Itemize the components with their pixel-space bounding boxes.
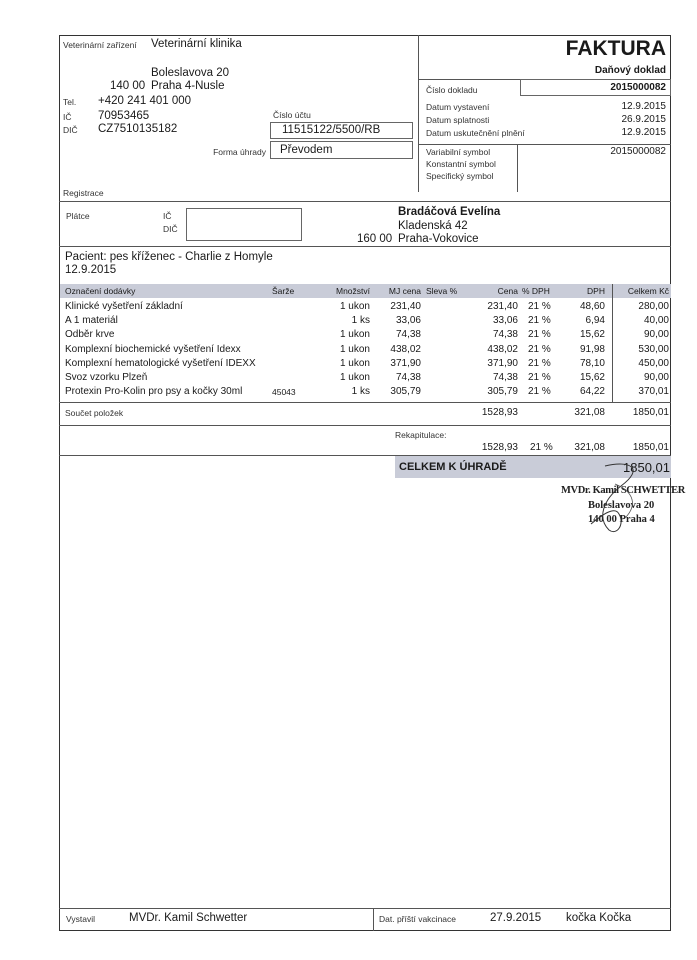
- cell-qty: 1 ukon: [339, 343, 370, 355]
- stamp-line2: Boleslavova 20: [588, 500, 655, 511]
- supplier-ic: 70953465: [98, 110, 150, 122]
- vaccination-note: kočka Kočka: [566, 912, 632, 924]
- sums-total: 1850,01: [632, 407, 669, 418]
- table-row: [60, 301, 672, 315]
- table-row: [60, 315, 672, 329]
- cell-qty: 1 ks: [351, 315, 370, 327]
- payer-street: Kladenská 42: [398, 220, 468, 232]
- table-row: [60, 329, 672, 343]
- rule-payer: [59, 246, 671, 247]
- table-header: [60, 286, 672, 300]
- recap-total: 1850,01: [632, 442, 669, 453]
- ic-label: IČ: [63, 112, 72, 122]
- ks-label: Konstantní symbol: [426, 159, 496, 169]
- cell-item: Klinické vyšetření základní: [65, 301, 183, 312]
- issued-date: 12.9.2015: [621, 101, 666, 112]
- doc-no-label: Číslo dokladu: [426, 85, 478, 95]
- vaccination-date: 27.9.2015: [490, 912, 542, 924]
- ss-label: Specifický symbol: [426, 171, 494, 181]
- stamp-line1: MVDr. Kamil SCHWETTER: [561, 485, 685, 496]
- cell-vat: 6,94: [585, 315, 605, 327]
- cell-vat-pct: 21 %: [528, 301, 551, 312]
- cell-total: 370,01: [638, 386, 669, 398]
- col-discount: Sleva %: [426, 286, 458, 296]
- tel-label: Tel.: [63, 97, 77, 107]
- cell-unit-price: 438,02: [390, 343, 421, 355]
- supplier-city: Praha 4-Nusle: [151, 80, 225, 92]
- doc-no: 2015000082: [610, 82, 666, 93]
- invoice-subtitle: Daňový doklad: [594, 65, 666, 76]
- cell-price: 371,90: [487, 357, 518, 369]
- payer-name: Bradáčová Evelína: [398, 206, 501, 218]
- due-label: Datum splatnosti: [426, 115, 490, 125]
- cell-vat-pct: 21 %: [528, 386, 551, 398]
- cell-qty: 1 ukon: [339, 372, 370, 383]
- dic-label: DIČ: [63, 125, 78, 135]
- cell-item: Komplexní hematologické vyšetření IDEXX: [65, 357, 256, 369]
- supplier-tel: +420 241 401 000: [98, 95, 192, 107]
- payer-zip: 160 00: [357, 233, 393, 245]
- cell-total: 450,00: [638, 357, 669, 369]
- cell-vat-pct: 21 %: [528, 329, 551, 341]
- cell-qty: 1 ukon: [339, 301, 370, 312]
- cell-total: 90,00: [643, 372, 669, 383]
- col-vat: DPH: [587, 286, 605, 296]
- grand-total-label: CELKEM K ÚHRADĚ: [399, 461, 507, 473]
- cell-unit-price: 371,90: [390, 357, 421, 369]
- taxable-label: Datum uskutečnění plnění: [426, 128, 525, 138]
- header-divider: [418, 35, 419, 192]
- signature-mark: [575, 458, 665, 538]
- rule-footer: [59, 908, 671, 909]
- supplier-street: Boleslavova 20: [151, 67, 229, 79]
- rule-sums: [59, 425, 671, 426]
- cell-price: 438,02: [487, 343, 518, 355]
- cell-price: 305,79: [487, 386, 518, 398]
- cell-item: Svoz vzorku Plzeň: [65, 372, 148, 383]
- col-vat-pct: % DPH: [522, 286, 550, 296]
- col-unit-price: MJ cena: [388, 286, 421, 296]
- due-date: 26.9.2015: [621, 114, 666, 125]
- vs-value: 2015000082: [610, 146, 666, 157]
- cell-total: 280,00: [638, 301, 669, 312]
- invoice-title: FAKTURA: [565, 37, 666, 60]
- cell-vat-pct: 21 %: [528, 343, 551, 355]
- cell-unit-price: 33,06: [395, 315, 421, 327]
- cell-vat-pct: 21 %: [528, 357, 551, 369]
- symbols-divider: [517, 144, 518, 192]
- col-batch: Šarže: [272, 286, 295, 296]
- grand-total-value: 1850,01: [623, 460, 670, 475]
- cell-vat: 64,22: [579, 386, 605, 398]
- recap-label: Rekapitulace:: [395, 430, 447, 440]
- patient-date: 12.9.2015: [65, 264, 117, 276]
- table-total-divider: [612, 284, 613, 402]
- cell-qty: 1 ks: [351, 386, 370, 398]
- payer-label: Plátce: [66, 211, 90, 221]
- account-label: Číslo účtu: [273, 110, 311, 120]
- supplier-label: Veterinární zařízení: [63, 40, 137, 50]
- cell-total: 90,00: [643, 329, 669, 341]
- cell-vat: 15,62: [579, 329, 605, 341]
- recap-vat-pct: 21 %: [530, 442, 553, 453]
- cell-price: 231,40: [487, 301, 518, 312]
- cell-unit-price: 74,38: [395, 329, 421, 341]
- cell-item: A 1 materiál: [65, 315, 118, 327]
- supplier-dic: CZ7510135182: [98, 123, 178, 135]
- recap-price: 1528,93: [481, 442, 518, 453]
- cell-total: 40,00: [643, 315, 669, 327]
- payment-label: Forma úhrady: [213, 147, 266, 157]
- cell-batch: 45043: [272, 387, 296, 398]
- table-row: [60, 386, 672, 400]
- table-row: [60, 344, 672, 358]
- cell-item: Komplexní biochemické vyšetření Idexx: [65, 343, 241, 355]
- recap-vat: 321,08: [574, 442, 605, 453]
- supplier-account: 11515122/5500/RB: [282, 124, 381, 136]
- payer-ic-label: IČ: [163, 211, 172, 221]
- table-row: [60, 358, 672, 372]
- supplier-payment: Převodem: [280, 144, 333, 156]
- supplier-zip: 140 00: [110, 80, 146, 92]
- payer-dic-label: DIČ: [163, 224, 178, 234]
- sums-price: 1528,93: [481, 407, 518, 418]
- cell-unit-price: 231,40: [390, 301, 421, 312]
- col-item: Označení dodávky: [65, 286, 136, 296]
- cell-vat: 48,60: [579, 301, 605, 312]
- cell-qty: 1 ukon: [339, 357, 370, 369]
- cell-item: Protexin Pro-Kolin pro psy a kočky 30ml: [65, 386, 243, 398]
- registration-label: Registrace: [63, 188, 104, 198]
- payer-city: Praha-Vokovice: [398, 233, 479, 245]
- taxable-date: 12.9.2015: [621, 127, 666, 138]
- vaccination-label: Dat. příští vakcinace: [379, 914, 457, 924]
- cell-total: 530,00: [638, 343, 669, 355]
- issued-by: MVDr. Kamil Schwetter: [129, 912, 248, 924]
- issued-by-label: Vystavil: [66, 914, 95, 924]
- footer-divider: [373, 908, 374, 931]
- cell-price: 74,38: [492, 372, 518, 383]
- rule-table-bottom: [59, 402, 671, 403]
- cell-vat: 78,10: [579, 357, 605, 369]
- vs-label: Variabilní symbol: [426, 147, 491, 157]
- issued-label: Datum vystavení: [426, 102, 490, 112]
- payer-id-box: [186, 208, 302, 241]
- cell-vat: 15,62: [579, 372, 605, 383]
- col-total: Celkem Kč: [627, 286, 669, 296]
- cell-price: 33,06: [492, 315, 518, 327]
- cell-vat-pct: 21 %: [528, 315, 551, 327]
- patient-line: Pacient: pes kříženec - Charlie z Homyle: [65, 251, 273, 263]
- rule-symbols: [418, 144, 671, 145]
- sums-vat: 321,08: [574, 407, 605, 418]
- cell-unit-price: 74,38: [395, 372, 421, 383]
- supplier-name: Veterinární klinika: [151, 38, 242, 50]
- stamp-line3: 140 00 Praha 4: [588, 514, 655, 525]
- cell-qty: 1 ukon: [339, 329, 370, 341]
- cell-item: Odběr krve: [65, 329, 115, 341]
- cell-price: 74,38: [492, 329, 518, 341]
- sums-label: Součet položek: [65, 408, 124, 418]
- cell-vat-pct: 21 %: [528, 372, 551, 383]
- rule-registration: [59, 201, 671, 202]
- col-qty: Množství: [335, 286, 370, 296]
- cell-unit-price: 305,79: [390, 386, 421, 398]
- col-price: Cena: [497, 286, 518, 296]
- table-row: [60, 372, 672, 386]
- cell-vat: 91,98: [579, 343, 605, 355]
